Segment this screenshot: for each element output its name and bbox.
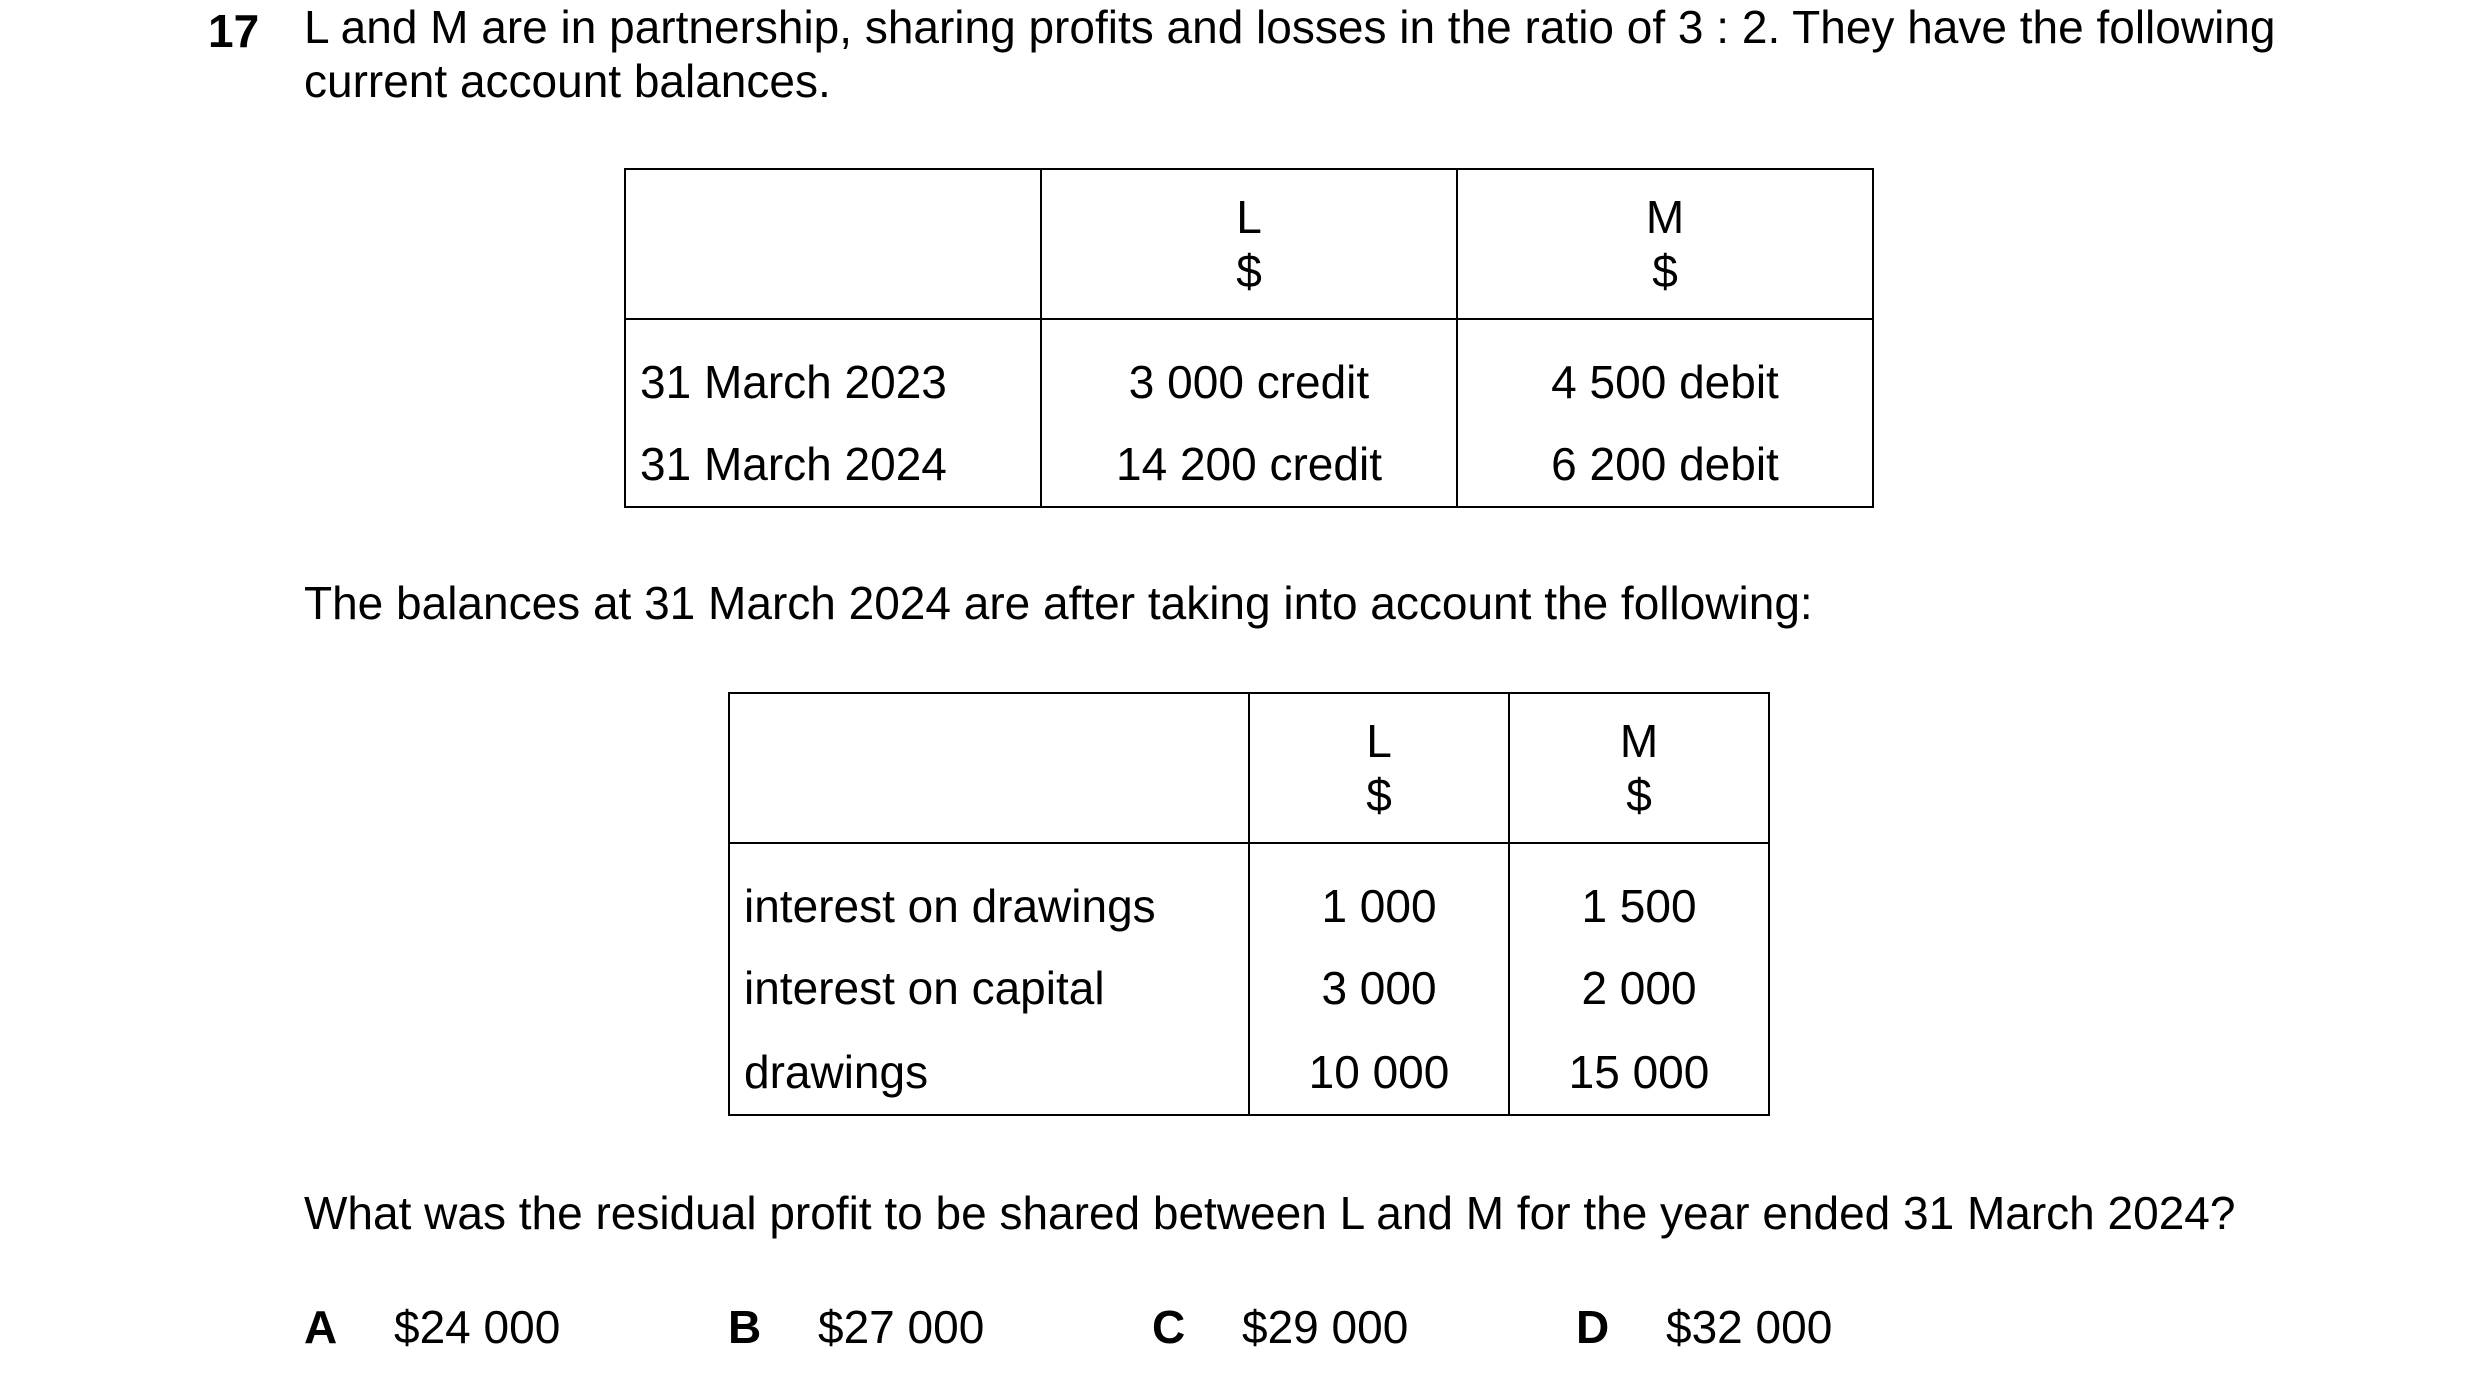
header-l [1249,693,1509,843]
question-stem: L and M are in partnership, sharing profits and losses in the ratio of 3 : 2. They have the following current account balances. [304,1,2276,107]
option-value: $29 000 [1242,1301,1409,1353]
header-blank-cell [625,169,1041,319]
m-balance: 4 500 debit [1457,319,1873,422]
row-label: 31 March 2023 [625,319,1041,422]
table-row [729,1030,1769,1115]
option-a[interactable] [304,1300,560,1354]
m-amount: 1 500 [1509,843,1769,946]
m-amount: 2 000 [1509,946,1769,1030]
header-m-unit: $ [1652,245,1678,297]
header-m [1457,169,1873,319]
option-value: $24 000 [394,1301,561,1353]
table-header-row [625,169,1873,319]
option-value: $32 000 [1666,1301,1833,1353]
m-balance: 6 200 debit [1457,422,1873,507]
header-m-name: M [1619,715,1659,767]
option-b[interactable] [728,1300,984,1354]
middle-text: The balances at 31 March 2024 are after taking into account the following: [304,577,1813,629]
l-amount: 10 000 [1249,1030,1509,1115]
option-letter: B [728,1301,762,1353]
option-letter: C [1152,1301,1186,1353]
question-number: 17 [208,5,260,57]
option-letter: A [304,1301,338,1353]
table-row [729,843,1769,946]
current-account-balances-table [624,168,1874,508]
adjustments-table [728,692,1770,1116]
option-c[interactable] [1152,1300,1408,1354]
header-l-unit: $ [1236,245,1262,297]
header-l [1041,169,1457,319]
row-label: interest on drawings [729,843,1249,946]
row-label: interest on capital [729,946,1249,1030]
question-prompt: What was the residual profit to be shared between L and M for the year ended 31 March 2024? [304,1187,2236,1239]
header-m-unit: $ [1626,769,1652,821]
header-blank-cell [729,693,1249,843]
table-row [625,319,1873,422]
header-l-name: L [1236,191,1262,243]
option-d[interactable] [1576,1300,1832,1354]
m-amount: 15 000 [1509,1030,1769,1115]
header-l-name: L [1366,715,1392,767]
table-row [625,422,1873,507]
table-row [729,946,1769,1030]
l-balance: 14 200 credit [1041,422,1457,507]
l-amount: 3 000 [1249,946,1509,1030]
l-amount: 1 000 [1249,843,1509,946]
table-header-row [729,693,1769,843]
l-balance: 3 000 credit [1041,319,1457,422]
row-label: 31 March 2024 [625,422,1041,507]
header-m [1509,693,1769,843]
header-l-unit: $ [1366,769,1392,821]
option-value: $27 000 [818,1301,985,1353]
option-letter: D [1576,1301,1610,1353]
header-m-name: M [1645,191,1685,243]
row-label: drawings [729,1030,1249,1115]
